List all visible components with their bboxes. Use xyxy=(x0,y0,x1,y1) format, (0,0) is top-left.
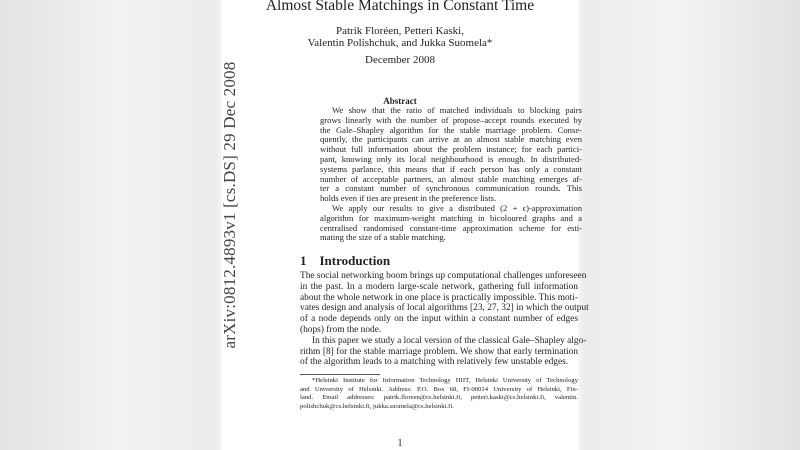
text-line: without full information about the problem instance; for each partici- xyxy=(320,144,582,155)
text-line: vates design and analysis of local algorithms [23, 27, 32] in which the output xyxy=(300,303,589,314)
abstract-heading: Abstract xyxy=(383,96,417,106)
text-line: of a node depends only on the input within a constant number of edges xyxy=(300,314,578,325)
text-line: in the past. In a modern large-scale network, gathering full information xyxy=(300,281,578,292)
text-line: and University of Helsinki. Address: P.O. Box 68, FI-00014 University of Helsinki, Fin- xyxy=(300,385,578,393)
text-line: In this paper we study a local version of the classical Gale–Shapley algo- xyxy=(312,335,587,346)
text-line: polishchuk@cs.helsinki.fi, jukka.suomela@cs.helsinki.fi. xyxy=(300,402,454,410)
authors-line-2: Valentin Polishchuk, and Jukka Suomela* xyxy=(307,37,493,49)
text-line: The social networking boom brings up computational challenges unforeseen xyxy=(300,271,587,281)
text-line: We apply our results to give a distributed (2 + ϵ)-approximation xyxy=(332,203,582,213)
page-number: 1 xyxy=(397,438,403,449)
text-line: systems parlance, this means that if each person has only a constant xyxy=(320,163,582,174)
text-line: the Gale–Shapley algorithm for the stable marriage problem. Conse- xyxy=(320,124,582,135)
text-line: centralised randomised constant-time approximation scheme for esti- xyxy=(320,222,582,233)
text-line: We show that the ratio of matched individuals to blocking pairs xyxy=(332,105,582,115)
text-line: grows linearly with the number of propose–accept rounds executed by xyxy=(320,114,582,125)
text-line: about the whole network in one place is practically impossible. This moti- xyxy=(300,292,578,303)
text-line: quently, the participants can arrive at an almost stable matching even xyxy=(320,134,582,145)
text-line: algorithm for maximum-weight matching in bicoloured graphs and a xyxy=(320,212,582,223)
paper-title: Almost Stable Matchings in Constant Time xyxy=(265,0,535,14)
paper-page xyxy=(222,0,589,450)
text-line: number of acceptable partners, an almost stable matching emerges af- xyxy=(320,173,582,184)
text-line: of the algorithm leads to a matching with relatively few unstable edges. xyxy=(300,357,569,368)
date: December 2008 xyxy=(365,54,435,66)
arxiv-stamp: arXiv:0812.4893v1 [cs.DS] 29 Dec 2008 xyxy=(220,61,239,349)
text-line: pant, knowing only its local neighbourhood is enough. In distributed- xyxy=(320,154,582,164)
section-heading: 1 Introduction xyxy=(300,253,391,268)
text-line: ter a constant number of synchronous communication rounds. This xyxy=(320,183,582,194)
text-line: mating the size of a stable matching. xyxy=(320,232,446,243)
footnote-rule xyxy=(300,374,380,375)
text-line: rithm [8] for the stable marriage problem. We show that early termination xyxy=(300,346,578,357)
text-line: land. Email addresses: patrik.floreen@cs.helsinki.fi, petteri.kaski@cs.helsinki.fi, valentin. xyxy=(300,394,578,402)
text-line: (hops) from the node. xyxy=(300,325,382,335)
text-line: holds even if ties are present in the preference lists. xyxy=(320,193,497,204)
authors-line-1: Patrik Floréen, Petteri Kaski, xyxy=(335,25,464,37)
text-line: *Helsinki Institute for Information Technology HIIT, Helsinki University of Technology xyxy=(312,377,578,384)
